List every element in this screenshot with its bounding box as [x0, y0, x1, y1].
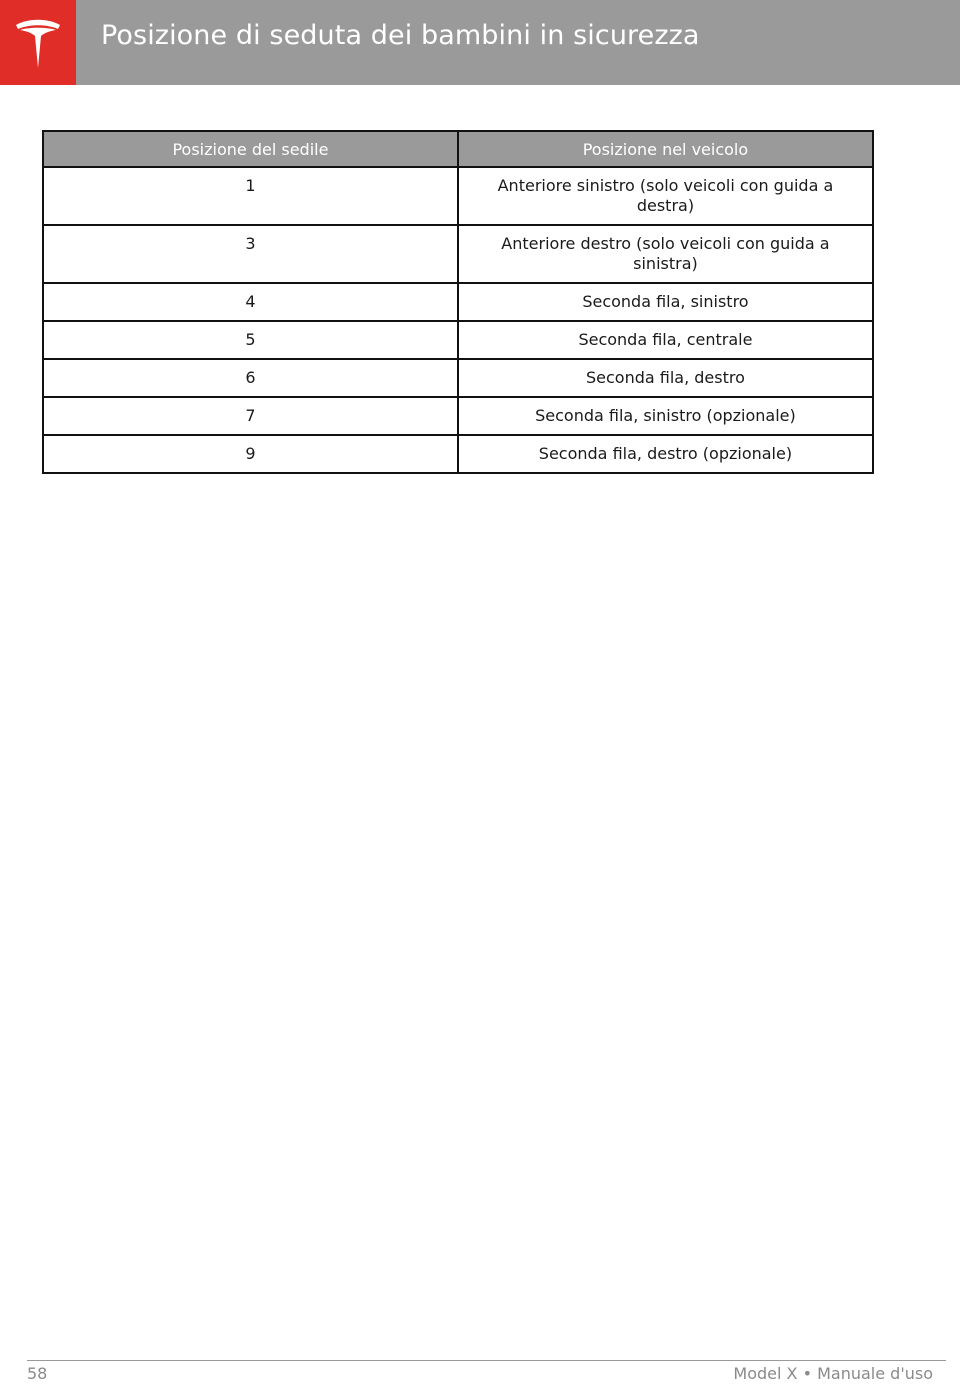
page-header: [0, 0, 960, 85]
table-row: [43, 359, 873, 397]
vehicle-position-cell: Seconda fila, destro: [458, 359, 873, 397]
vehicle-position-cell: Seconda fila, destro (opzionale): [458, 435, 873, 473]
footer-divider: [27, 1360, 946, 1361]
column-header-seat-position: Posizione del sedile: [43, 131, 458, 167]
vehicle-position-cell: Seconda fila, sinistro (opzionale): [458, 397, 873, 435]
seat-number-cell: 6: [43, 359, 458, 397]
table-row: [43, 225, 873, 283]
table-header-row: [43, 131, 873, 167]
seat-number-cell: 3: [43, 225, 458, 283]
table-row: [43, 283, 873, 321]
seat-number-cell: 7: [43, 397, 458, 435]
vehicle-position-cell: Anteriore sinistro (solo veicoli con guida a destra): [458, 167, 873, 225]
table-row: [43, 321, 873, 359]
table-row: [43, 167, 873, 225]
seat-number-cell: 4: [43, 283, 458, 321]
vehicle-position-cell: Seconda fila, sinistro: [458, 283, 873, 321]
page-title: Posizione di seduta dei bambini in sicurezza: [101, 20, 700, 51]
table-row: [43, 435, 873, 473]
tesla-logo-box: [0, 0, 76, 85]
footer-document-title: Model X • Manuale d'uso: [733, 1364, 933, 1383]
seat-number-cell: 1: [43, 167, 458, 225]
page-number: 58: [27, 1364, 48, 1383]
seat-number-cell: 5: [43, 321, 458, 359]
tesla-logo-icon: [14, 16, 62, 70]
vehicle-position-cell: Seconda fila, centrale: [458, 321, 873, 359]
vehicle-position-cell: Anteriore destro (solo veicoli con guida a sinistra): [458, 225, 873, 283]
seat-position-table: [42, 130, 874, 474]
column-header-vehicle-position: Posizione nel veicolo: [458, 131, 873, 167]
seat-number-cell: 9: [43, 435, 458, 473]
table-row: [43, 397, 873, 435]
